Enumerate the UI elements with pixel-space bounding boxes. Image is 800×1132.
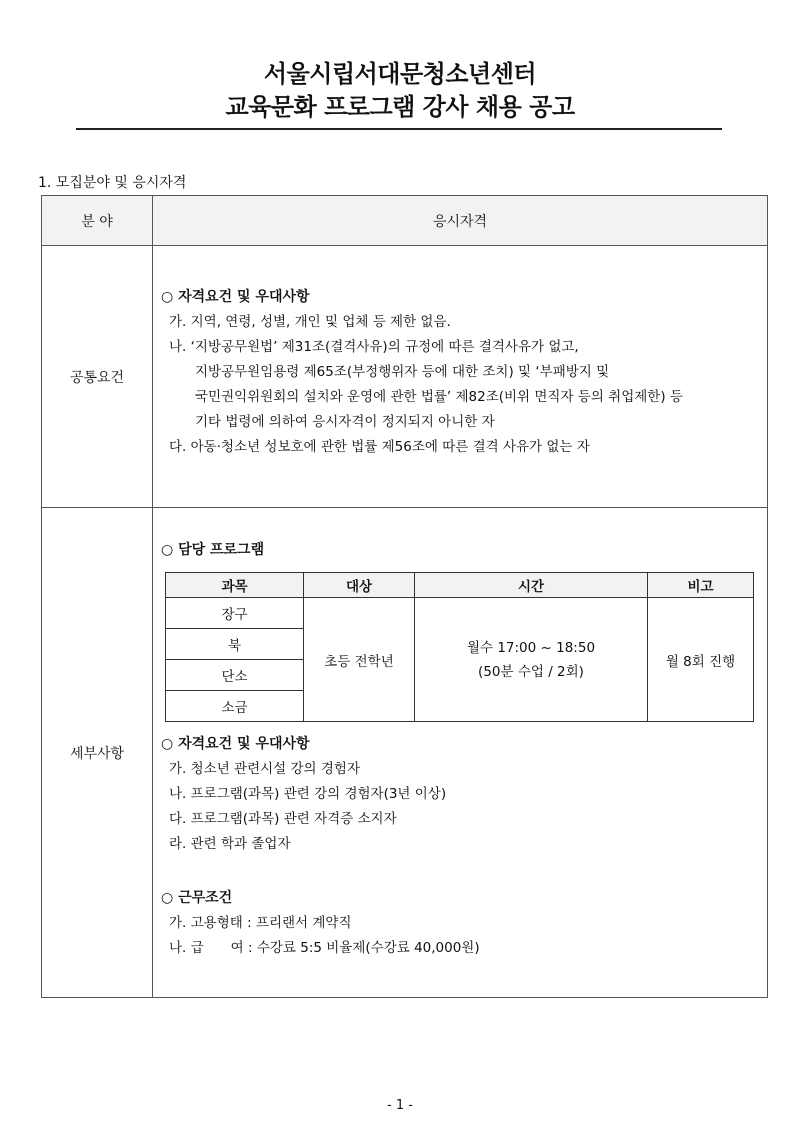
program-time xyxy=(415,598,648,722)
detail-content xyxy=(153,508,768,998)
common-line: 다. 아동·청소년 성보호에 관한 법률 제56조에 따른 결격 사유가 없는 자 xyxy=(169,439,590,455)
page-number: - 1 - xyxy=(387,1098,413,1113)
program-table-header xyxy=(166,573,754,598)
section-heading: 1. 모집분야 및 응시자격 xyxy=(38,175,187,191)
detail-qualification-line: 나. 프로그램(과목) 관련 강의 경험자(3년 이상) xyxy=(169,786,447,802)
detail-qualification-line: 가. 청소년 관련시설 강의 경험자 xyxy=(169,761,360,777)
program-block xyxy=(161,538,759,563)
program-row xyxy=(166,598,754,629)
work-condition-line: 가. 고용형태 : 프리랜서 계약직 xyxy=(169,915,352,931)
program-time-line1: 월수 17:00 ~ 18:50 xyxy=(466,639,596,656)
program-header-subject: 과목 xyxy=(166,573,304,598)
program-header-note: 비고 xyxy=(648,573,754,598)
common-requirements-row xyxy=(42,246,768,508)
program-table xyxy=(165,572,754,722)
title-organization: 서울시립서대문청소년센터 xyxy=(263,60,537,88)
detail-qualification-line: 라. 관련 학과 졸업자 xyxy=(169,836,291,852)
common-block-title: ○ 자격요건 및 우대사항 xyxy=(161,289,310,305)
detail-row xyxy=(42,508,768,998)
program-note: 월 8회 진행 xyxy=(648,598,754,722)
common-line: 지방공무원임용령 제65조(부정행위자 등에 대한 조치) 및 ‘부패방지 및 xyxy=(195,364,610,380)
work-conditions-block xyxy=(161,886,759,961)
document-title xyxy=(0,58,800,124)
detail-qualification-title: ○ 자격요건 및 우대사항 xyxy=(161,736,310,752)
title-underline xyxy=(76,128,722,130)
program-subject: 단소 xyxy=(166,660,304,691)
common-content xyxy=(153,246,768,508)
common-qualification-block xyxy=(161,285,759,460)
table-header-row xyxy=(42,196,768,246)
common-line: 나. ‘지방공무원법’ 제31조(결격사유)의 규정에 따른 결격사유가 없고, xyxy=(169,339,579,355)
common-line: 가. 지역, 연령, 성별, 개인 및 업체 등 제한 없음. xyxy=(169,314,451,330)
program-header-target: 대상 xyxy=(304,573,415,598)
work-conditions-title: ○ 근무조건 xyxy=(161,890,233,906)
header-field: 분 야 xyxy=(42,196,153,246)
work-condition-line: 나. 급 여 : 수강료 5:5 비율제(수강료 40,000원) xyxy=(169,940,480,956)
program-subject: 북 xyxy=(166,629,304,660)
common-label: 공통요건 xyxy=(42,246,153,508)
program-header-time: 시간 xyxy=(415,573,648,598)
program-subject: 장구 xyxy=(166,598,304,629)
detail-qualification-block xyxy=(161,732,759,857)
detail-qualification-line: 다. 프로그램(과목) 관련 자격증 소지자 xyxy=(169,811,397,827)
program-subject: 소금 xyxy=(166,691,304,722)
title-notice: 교육문화 프로그램 강사 채용 공고 xyxy=(225,93,575,121)
header-qualification: 응시자격 xyxy=(153,196,768,246)
program-block-title: ○ 담당 프로그램 xyxy=(161,542,265,558)
qualification-table xyxy=(41,195,768,998)
detail-label: 세부사항 xyxy=(42,508,153,998)
common-line: 기타 법령에 의하여 응시자격이 정지되지 아니한 자 xyxy=(195,414,495,430)
program-target: 초등 전학년 xyxy=(304,598,415,722)
common-line: 국민권익위원회의 설치와 운영에 관한 법률’ 제82조(비위 면직자 등의 취업제한) 등 xyxy=(195,389,683,405)
program-time-line2: (50분 수업 / 2회) xyxy=(478,663,584,680)
